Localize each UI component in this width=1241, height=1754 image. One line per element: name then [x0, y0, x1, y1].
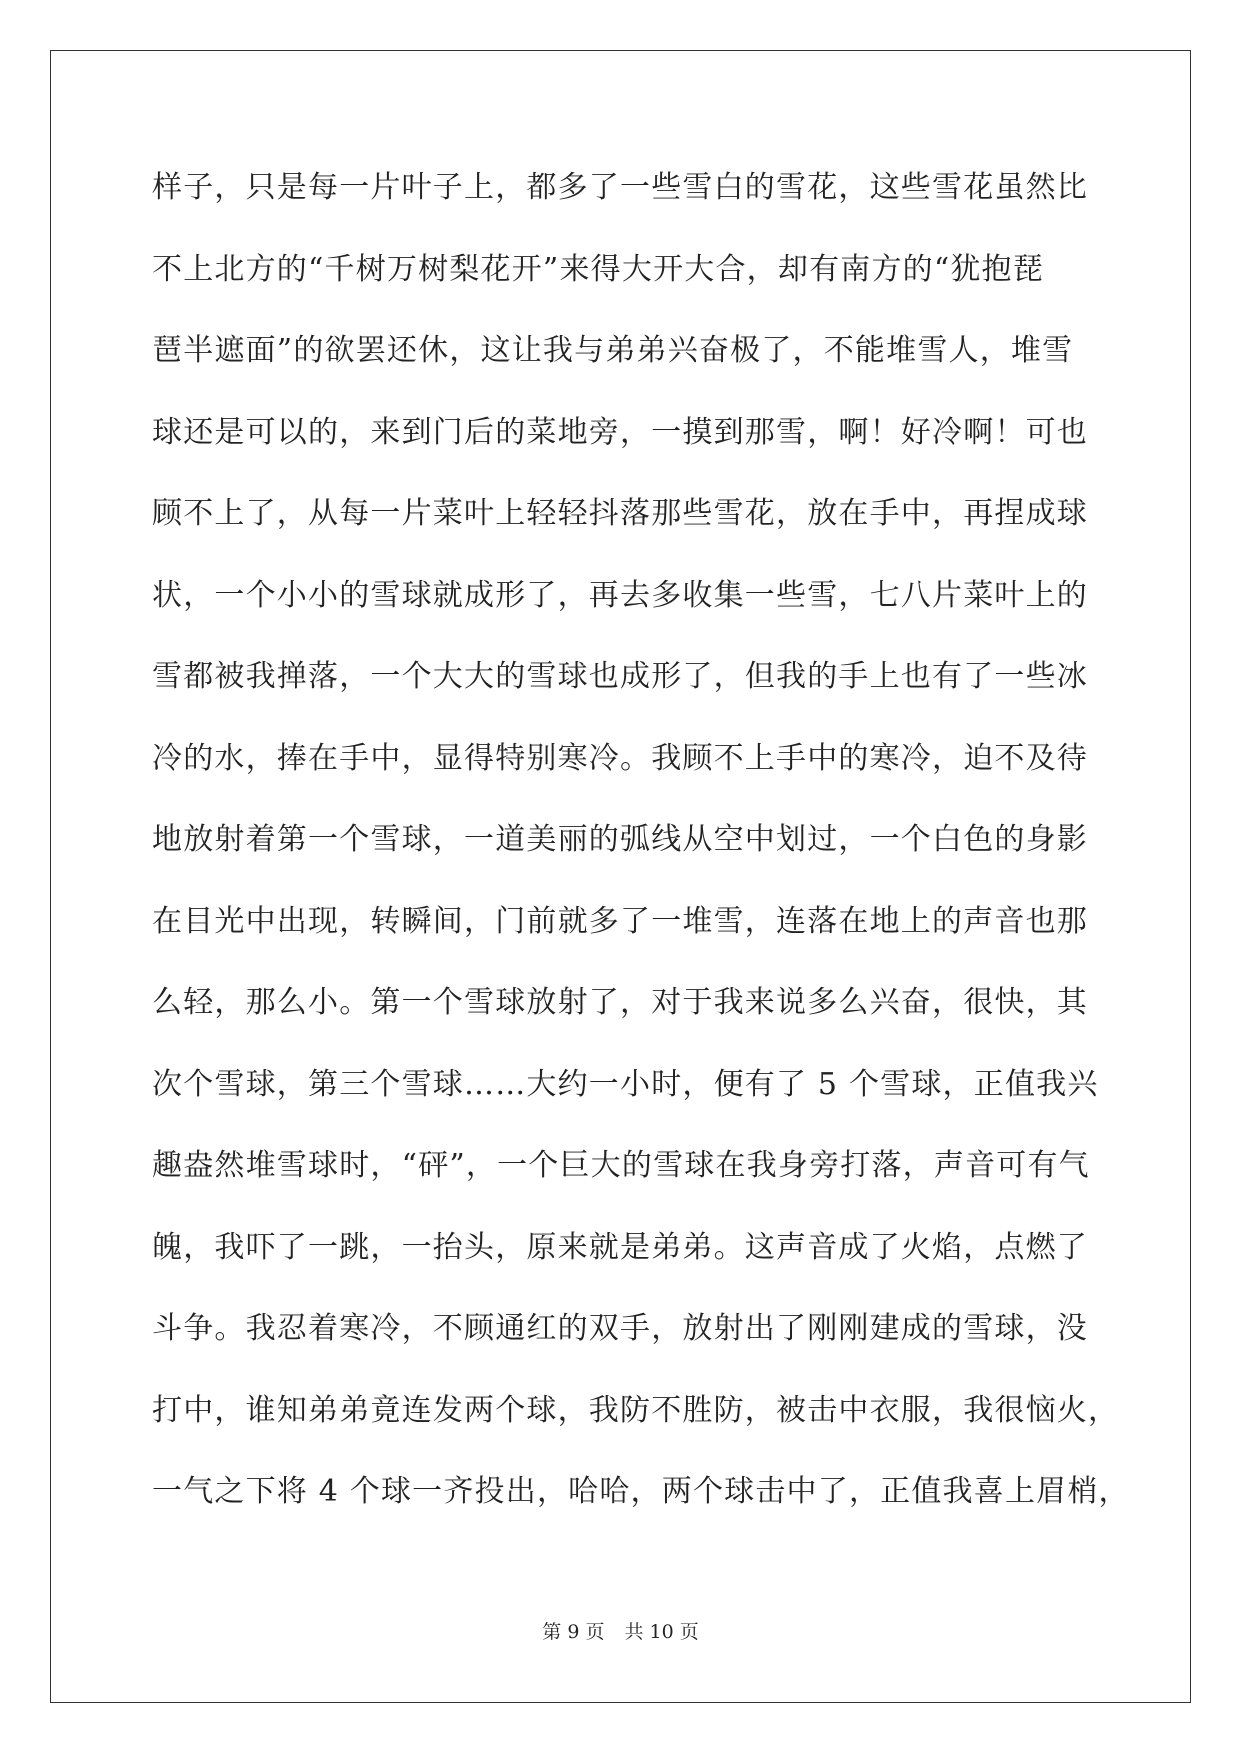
text-line: 状，一个小小的雪球就成形了，再去多收集一些雪，七八片菜叶上的: [152, 577, 1088, 613]
text-line: 么轻，那么小。第一个雪球放射了，对于我来说多么兴奋，很快，其: [152, 985, 1088, 1020]
text-line: 次个雪球，第三个雪球……大约一小时，便有了 5 个雪球，正值我兴: [152, 1066, 1099, 1102]
text-line: 不上北方的“千树万树梨花开”来得大开大合，却有南方的“犹抱琵: [152, 251, 1045, 287]
text-line: 雪都被我掸落，一个大大的雪球也成形了，但我的手上也有了一些冰: [152, 659, 1088, 694]
document-body: [152, 163, 1130, 1549]
text-line: 一气之下将 4 个球一齐投出，哈哈，两个球击中了，正值我喜上眉梢，: [152, 1474, 1130, 1509]
text-line: 琶半遮面”的欲罢还休，这让我与弟弟兴奋极了，不能堆雪人，堆雪: [152, 333, 1074, 368]
text-line: 球还是可以的，来到门后的菜地旁，一摸到那雪，啊！好冷啊！可也: [152, 414, 1088, 450]
text-line: 斗争。我忍着寒冷，不顾通红的双手，放射出了刚刚建成的雪球，没: [152, 1311, 1088, 1346]
text-line: 打中，谁知弟弟竟连发两个球，我防不胜防，被击中衣服，我很恼火，: [152, 1392, 1120, 1428]
text-line: 地放射着第一个雪球，一道美丽的弧线从空中划过，一个白色的身影: [152, 822, 1088, 857]
text-line: 趣盎然堆雪球时，“砰”，一个巨大的雪球在我身旁打落，声音可有气: [152, 1148, 1090, 1183]
text-line: 顾不上了，从每一片菜叶上轻轻抖落那些雪花，放在手中，再捏成球: [152, 496, 1088, 531]
text-line: 冷的水，捧在手中，显得特别寒冷。我顾不上手中的寒冷，迫不及待: [152, 740, 1088, 776]
page-number: 第 9 页: [542, 1621, 605, 1643]
page-footer: [0, 1617, 1241, 1644]
page-total: 共 10 页: [624, 1621, 699, 1643]
text-line: 样子，只是每一片叶子上，都多了一些雪白的雪花，这些雪花虽然比: [152, 170, 1088, 205]
text-line: 在目光中出现，转瞬间，门前就多了一堆雪，连落在地上的声音也那: [152, 903, 1088, 939]
text-line: 魄，我吓了一跳，一抬头，原来就是弟弟。这声音成了火焰，点燃了: [152, 1229, 1088, 1265]
